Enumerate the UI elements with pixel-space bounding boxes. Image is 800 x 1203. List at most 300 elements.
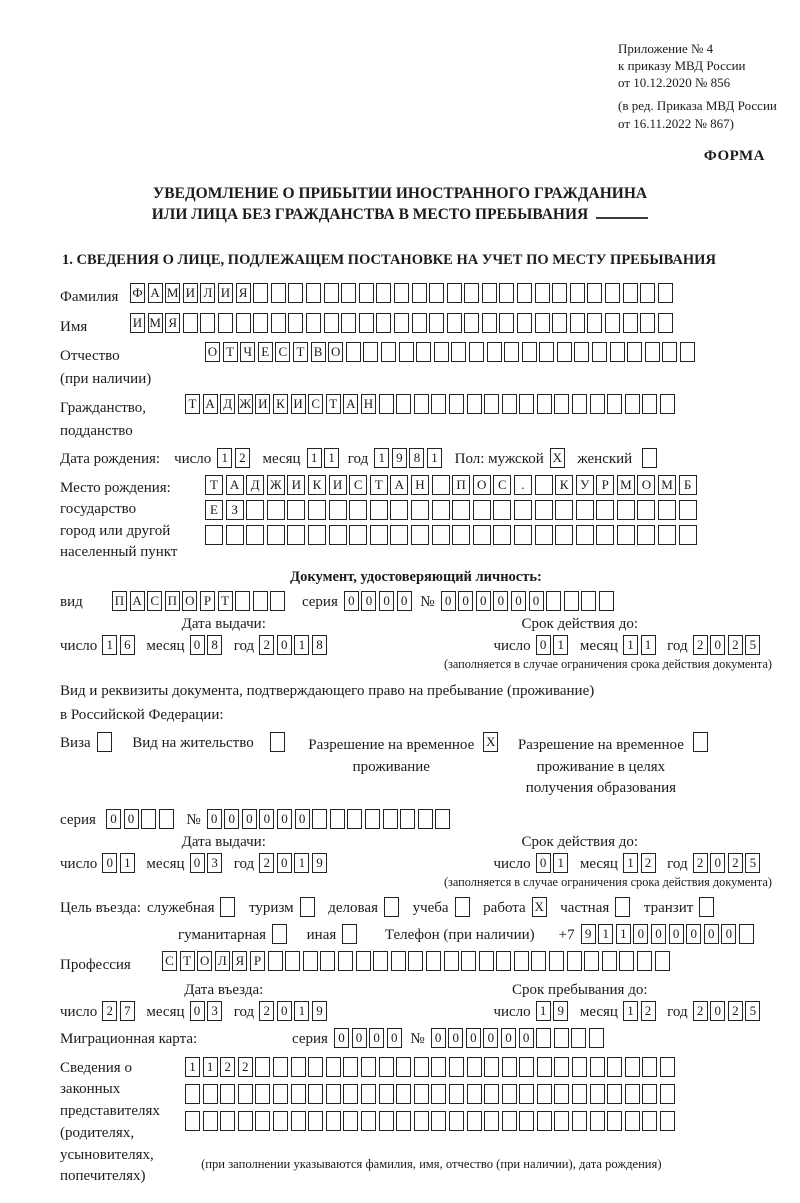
char-cell[interactable] <box>447 283 462 303</box>
char-cell[interactable] <box>235 591 250 611</box>
char-cell[interactable]: 0 <box>334 1028 349 1048</box>
char-cell[interactable]: С <box>349 475 367 495</box>
char-cell[interactable]: Ч <box>240 342 255 362</box>
char-cell[interactable] <box>680 342 695 362</box>
char-cell[interactable] <box>554 1057 569 1077</box>
char-cell[interactable] <box>519 1084 534 1104</box>
char-cell[interactable]: 2 <box>728 853 743 873</box>
char-cell[interactable]: К <box>555 475 573 495</box>
char-cell[interactable] <box>271 313 286 333</box>
char-cell[interactable]: М <box>165 283 180 303</box>
char-cell[interactable] <box>589 1028 604 1048</box>
char-cell[interactable] <box>449 1111 464 1131</box>
char-cell[interactable] <box>343 1084 358 1104</box>
char-cell[interactable]: 5 <box>745 853 760 873</box>
char-cell[interactable]: 1 <box>324 448 339 468</box>
char-cell[interactable]: 1 <box>294 635 309 655</box>
char-cell[interactable] <box>590 1057 605 1077</box>
char-cell[interactable]: Ж <box>238 394 253 414</box>
char-cell[interactable]: 0 <box>493 591 508 611</box>
char-cell[interactable]: 0 <box>352 1028 367 1048</box>
char-cell[interactable] <box>537 1057 552 1077</box>
char-cell[interactable] <box>590 394 605 414</box>
char-cell[interactable] <box>411 500 429 520</box>
char-cell[interactable] <box>619 951 634 971</box>
char-cell[interactable]: 0 <box>721 924 736 944</box>
char-cell[interactable] <box>429 283 444 303</box>
char-cell[interactable] <box>390 500 408 520</box>
char-cell[interactable] <box>607 1084 622 1104</box>
char-cell[interactable] <box>381 342 396 362</box>
char-cell[interactable] <box>607 394 622 414</box>
char-cell[interactable] <box>396 394 411 414</box>
char-cell[interactable] <box>537 1111 552 1131</box>
char-cell[interactable] <box>343 1111 358 1131</box>
char-cell[interactable]: X <box>550 448 565 468</box>
char-cell[interactable]: О <box>637 475 655 495</box>
char-cell[interactable] <box>341 283 356 303</box>
char-cell[interactable]: С <box>308 394 323 414</box>
char-cell[interactable] <box>464 283 479 303</box>
char-cell[interactable] <box>615 897 630 917</box>
char-cell[interactable]: Я <box>236 283 251 303</box>
char-cell[interactable]: 0 <box>242 809 257 829</box>
char-cell[interactable] <box>519 394 534 414</box>
char-cell[interactable] <box>399 342 414 362</box>
char-cell[interactable] <box>535 475 553 495</box>
char-cell[interactable]: О <box>182 591 197 611</box>
char-cell[interactable] <box>370 525 388 545</box>
char-cell[interactable]: 1 <box>616 924 631 944</box>
char-cell[interactable]: О <box>473 475 491 495</box>
char-cell[interactable] <box>391 951 406 971</box>
char-cell[interactable] <box>625 1084 640 1104</box>
char-cell[interactable] <box>370 500 388 520</box>
char-cell[interactable] <box>572 394 587 414</box>
char-cell[interactable] <box>185 1111 200 1131</box>
char-cell[interactable]: И <box>130 313 145 333</box>
char-cell[interactable]: 2 <box>693 635 708 655</box>
char-cell[interactable] <box>452 500 470 520</box>
char-cell[interactable] <box>546 591 561 611</box>
char-cell[interactable]: 0 <box>295 809 310 829</box>
char-cell[interactable]: 0 <box>669 924 684 944</box>
char-cell[interactable]: 1 <box>102 635 117 655</box>
char-cell[interactable]: 2 <box>641 853 656 873</box>
char-cell[interactable] <box>373 951 388 971</box>
char-cell[interactable]: 0 <box>710 853 725 873</box>
char-cell[interactable] <box>552 283 567 303</box>
char-cell[interactable] <box>572 1084 587 1104</box>
char-cell[interactable] <box>554 394 569 414</box>
char-cell[interactable]: А <box>148 283 163 303</box>
char-cell[interactable] <box>469 342 484 362</box>
char-cell[interactable] <box>581 591 596 611</box>
char-cell[interactable]: Р <box>596 475 614 495</box>
char-cell[interactable]: Т <box>218 591 233 611</box>
char-cell[interactable] <box>637 951 652 971</box>
char-cell[interactable] <box>625 394 640 414</box>
char-cell[interactable] <box>255 1111 270 1131</box>
char-cell[interactable] <box>679 525 697 545</box>
char-cell[interactable] <box>535 525 553 545</box>
char-cell[interactable] <box>557 342 572 362</box>
char-cell[interactable]: 0 <box>651 924 666 944</box>
char-cell[interactable] <box>359 283 374 303</box>
char-cell[interactable]: 0 <box>379 591 394 611</box>
char-cell[interactable]: 0 <box>207 809 222 829</box>
char-cell[interactable] <box>484 394 499 414</box>
char-cell[interactable]: 8 <box>409 448 424 468</box>
char-cell[interactable]: С <box>275 342 290 362</box>
char-cell[interactable] <box>605 283 620 303</box>
char-cell[interactable]: 0 <box>277 635 292 655</box>
char-cell[interactable]: 2 <box>259 635 274 655</box>
char-cell[interactable]: 1 <box>553 635 568 655</box>
char-cell[interactable] <box>660 1084 675 1104</box>
char-cell[interactable] <box>502 1111 517 1131</box>
char-cell[interactable]: О <box>328 342 343 362</box>
char-cell[interactable]: 0 <box>431 1028 446 1048</box>
char-cell[interactable]: 8 <box>207 635 222 655</box>
char-cell[interactable]: А <box>226 475 244 495</box>
char-cell[interactable] <box>414 1111 429 1131</box>
char-cell[interactable]: Н <box>361 394 376 414</box>
char-cell[interactable] <box>343 1057 358 1077</box>
char-cell[interactable] <box>590 1111 605 1131</box>
char-cell[interactable] <box>517 283 532 303</box>
char-cell[interactable] <box>414 394 429 414</box>
char-cell[interactable]: 1 <box>623 1001 638 1021</box>
char-cell[interactable] <box>288 283 303 303</box>
char-cell[interactable]: Т <box>370 475 388 495</box>
char-cell[interactable] <box>484 1084 499 1104</box>
char-cell[interactable]: 0 <box>190 635 205 655</box>
char-cell[interactable] <box>255 1084 270 1104</box>
char-cell[interactable] <box>287 525 305 545</box>
char-cell[interactable]: С <box>493 475 511 495</box>
char-cell[interactable] <box>537 1084 552 1104</box>
char-cell[interactable]: 8 <box>312 635 327 655</box>
char-cell[interactable]: 3 <box>207 853 222 873</box>
char-cell[interactable] <box>499 313 514 333</box>
char-cell[interactable]: 2 <box>693 1001 708 1021</box>
char-cell[interactable] <box>555 525 573 545</box>
char-cell[interactable] <box>455 897 470 917</box>
char-cell[interactable] <box>326 1084 341 1104</box>
char-cell[interactable]: 0 <box>476 591 491 611</box>
char-cell[interactable] <box>554 1084 569 1104</box>
char-cell[interactable] <box>576 500 594 520</box>
char-cell[interactable] <box>330 809 345 829</box>
char-cell[interactable]: 2 <box>728 1001 743 1021</box>
char-cell[interactable] <box>599 591 614 611</box>
char-cell[interactable]: 0 <box>369 1028 384 1048</box>
char-cell[interactable]: Н <box>411 475 429 495</box>
char-cell[interactable] <box>607 1057 622 1077</box>
char-cell[interactable] <box>596 525 614 545</box>
char-cell[interactable]: К <box>273 394 288 414</box>
char-cell[interactable]: 0 <box>387 1028 402 1048</box>
char-cell[interactable] <box>536 1028 551 1048</box>
char-cell[interactable] <box>473 500 491 520</box>
char-cell[interactable] <box>342 924 357 944</box>
char-cell[interactable] <box>567 951 582 971</box>
char-cell[interactable] <box>253 313 268 333</box>
char-cell[interactable] <box>679 500 697 520</box>
char-cell[interactable]: 0 <box>124 809 139 829</box>
char-cell[interactable] <box>394 313 409 333</box>
char-cell[interactable] <box>584 951 599 971</box>
char-cell[interactable]: 1 <box>307 448 322 468</box>
char-cell[interactable] <box>220 1111 235 1131</box>
char-cell[interactable]: 2 <box>220 1057 235 1077</box>
char-cell[interactable] <box>431 1084 446 1104</box>
char-cell[interactable] <box>645 342 660 362</box>
char-cell[interactable]: Ф <box>130 283 145 303</box>
char-cell[interactable]: 0 <box>686 924 701 944</box>
char-cell[interactable] <box>432 500 450 520</box>
char-cell[interactable] <box>363 342 378 362</box>
char-cell[interactable]: М <box>658 475 676 495</box>
char-cell[interactable] <box>642 1084 657 1104</box>
char-cell[interactable]: 9 <box>581 924 596 944</box>
char-cell[interactable] <box>587 313 602 333</box>
char-cell[interactable]: 0 <box>710 635 725 655</box>
char-cell[interactable] <box>502 1057 517 1077</box>
char-cell[interactable]: 1 <box>623 853 638 873</box>
char-cell[interactable]: 5 <box>745 1001 760 1021</box>
char-cell[interactable]: 6 <box>120 635 135 655</box>
char-cell[interactable] <box>326 1111 341 1131</box>
char-cell[interactable] <box>662 342 677 362</box>
char-cell[interactable]: 9 <box>553 1001 568 1021</box>
char-cell[interactable] <box>379 1111 394 1131</box>
char-cell[interactable] <box>203 1084 218 1104</box>
char-cell[interactable] <box>574 342 589 362</box>
char-cell[interactable] <box>431 1057 446 1077</box>
char-cell[interactable] <box>365 809 380 829</box>
char-cell[interactable] <box>531 951 546 971</box>
char-cell[interactable]: 2 <box>259 853 274 873</box>
char-cell[interactable] <box>287 500 305 520</box>
char-cell[interactable] <box>203 1111 218 1131</box>
char-cell[interactable]: 0 <box>190 853 205 873</box>
char-cell[interactable]: 1 <box>120 853 135 873</box>
char-cell[interactable]: Т <box>293 342 308 362</box>
char-cell[interactable] <box>514 500 532 520</box>
char-cell[interactable] <box>625 1111 640 1131</box>
char-cell[interactable] <box>347 809 362 829</box>
char-cell[interactable] <box>627 342 642 362</box>
char-cell[interactable]: 0 <box>106 809 121 829</box>
char-cell[interactable] <box>539 342 554 362</box>
char-cell[interactable] <box>432 525 450 545</box>
char-cell[interactable] <box>379 1084 394 1104</box>
char-cell[interactable]: Т <box>223 342 238 362</box>
char-cell[interactable] <box>285 951 300 971</box>
char-cell[interactable] <box>572 1057 587 1077</box>
char-cell[interactable] <box>482 313 497 333</box>
char-cell[interactable]: 0 <box>448 1028 463 1048</box>
char-cell[interactable]: 9 <box>392 448 407 468</box>
char-cell[interactable] <box>359 313 374 333</box>
char-cell[interactable] <box>226 525 244 545</box>
char-cell[interactable] <box>412 313 427 333</box>
char-cell[interactable]: 0 <box>511 591 526 611</box>
char-cell[interactable] <box>467 1057 482 1077</box>
char-cell[interactable] <box>499 283 514 303</box>
char-cell[interactable]: П <box>112 591 127 611</box>
char-cell[interactable]: 0 <box>536 853 551 873</box>
char-cell[interactable] <box>236 313 251 333</box>
char-cell[interactable] <box>502 394 517 414</box>
char-cell[interactable] <box>341 313 356 333</box>
char-cell[interactable] <box>517 313 532 333</box>
char-cell[interactable] <box>514 951 529 971</box>
char-cell[interactable] <box>640 313 655 333</box>
char-cell[interactable]: 2 <box>259 1001 274 1021</box>
char-cell[interactable]: Т <box>326 394 341 414</box>
char-cell[interactable]: 1 <box>185 1057 200 1077</box>
char-cell[interactable]: 7 <box>120 1001 135 1021</box>
char-cell[interactable] <box>602 951 617 971</box>
char-cell[interactable] <box>464 313 479 333</box>
char-cell[interactable]: 2 <box>693 853 708 873</box>
char-cell[interactable] <box>97 732 112 752</box>
char-cell[interactable]: А <box>130 591 145 611</box>
char-cell[interactable]: 0 <box>361 591 376 611</box>
char-cell[interactable] <box>660 394 675 414</box>
char-cell[interactable] <box>625 1057 640 1077</box>
char-cell[interactable] <box>426 951 441 971</box>
char-cell[interactable]: К <box>308 475 326 495</box>
char-cell[interactable]: 1 <box>203 1057 218 1077</box>
char-cell[interactable] <box>273 1084 288 1104</box>
char-cell[interactable] <box>617 500 635 520</box>
char-cell[interactable] <box>658 313 673 333</box>
char-cell[interactable] <box>346 342 361 362</box>
char-cell[interactable] <box>658 500 676 520</box>
char-cell[interactable]: И <box>218 283 233 303</box>
char-cell[interactable] <box>408 951 423 971</box>
char-cell[interactable] <box>660 1111 675 1131</box>
char-cell[interactable] <box>637 525 655 545</box>
char-cell[interactable]: Л <box>200 283 215 303</box>
char-cell[interactable]: 9 <box>312 853 327 873</box>
char-cell[interactable]: 1 <box>374 448 389 468</box>
char-cell[interactable] <box>326 1057 341 1077</box>
char-cell[interactable] <box>238 1084 253 1104</box>
char-cell[interactable] <box>356 951 371 971</box>
char-cell[interactable] <box>435 809 450 829</box>
char-cell[interactable] <box>383 809 398 829</box>
char-cell[interactable]: Б <box>679 475 697 495</box>
char-cell[interactable] <box>617 525 635 545</box>
char-cell[interactable] <box>288 313 303 333</box>
char-cell[interactable] <box>270 591 285 611</box>
char-cell[interactable] <box>502 1084 517 1104</box>
char-cell[interactable] <box>361 1057 376 1077</box>
char-cell[interactable] <box>308 1111 323 1131</box>
char-cell[interactable] <box>570 313 585 333</box>
char-cell[interactable] <box>412 283 427 303</box>
char-cell[interactable] <box>739 924 754 944</box>
char-cell[interactable] <box>273 1057 288 1077</box>
char-cell[interactable]: П <box>452 475 470 495</box>
char-cell[interactable] <box>555 500 573 520</box>
char-cell[interactable] <box>451 342 466 362</box>
char-cell[interactable] <box>642 448 657 468</box>
char-cell[interactable] <box>535 313 550 333</box>
char-cell[interactable] <box>270 732 285 752</box>
char-cell[interactable]: У <box>576 475 594 495</box>
char-cell[interactable] <box>272 924 287 944</box>
char-cell[interactable] <box>519 1057 534 1077</box>
char-cell[interactable] <box>607 1111 622 1131</box>
char-cell[interactable] <box>267 525 285 545</box>
char-cell[interactable] <box>447 313 462 333</box>
char-cell[interactable] <box>291 1084 306 1104</box>
char-cell[interactable] <box>320 951 335 971</box>
char-cell[interactable] <box>484 1111 499 1131</box>
char-cell[interactable]: А <box>390 475 408 495</box>
char-cell[interactable] <box>467 394 482 414</box>
char-cell[interactable] <box>159 809 174 829</box>
char-cell[interactable] <box>552 313 567 333</box>
char-cell[interactable]: 1 <box>217 448 232 468</box>
char-cell[interactable] <box>349 500 367 520</box>
char-cell[interactable] <box>658 525 676 545</box>
char-cell[interactable] <box>482 283 497 303</box>
char-cell[interactable]: 0 <box>344 591 359 611</box>
char-cell[interactable] <box>449 1057 464 1077</box>
char-cell[interactable] <box>467 1084 482 1104</box>
char-cell[interactable]: 0 <box>519 1028 534 1048</box>
char-cell[interactable] <box>537 394 552 414</box>
char-cell[interactable]: X <box>532 897 547 917</box>
char-cell[interactable] <box>303 951 318 971</box>
char-cell[interactable] <box>308 1057 323 1077</box>
char-cell[interactable]: Т <box>180 951 195 971</box>
char-cell[interactable]: 1 <box>294 853 309 873</box>
char-cell[interactable]: . <box>514 475 532 495</box>
char-cell[interactable] <box>640 283 655 303</box>
char-cell[interactable]: X <box>483 732 498 752</box>
char-cell[interactable] <box>535 500 553 520</box>
char-cell[interactable]: Д <box>220 394 235 414</box>
char-cell[interactable]: 0 <box>441 591 456 611</box>
char-cell[interactable]: Я <box>165 313 180 333</box>
char-cell[interactable]: 1 <box>294 1001 309 1021</box>
char-cell[interactable] <box>570 283 585 303</box>
char-cell[interactable]: 2 <box>102 1001 117 1021</box>
char-cell[interactable]: Т <box>185 394 200 414</box>
char-cell[interactable] <box>291 1057 306 1077</box>
char-cell[interactable]: И <box>255 394 270 414</box>
char-cell[interactable]: 0 <box>277 1001 292 1021</box>
char-cell[interactable] <box>418 809 433 829</box>
char-cell[interactable] <box>396 1084 411 1104</box>
char-cell[interactable] <box>658 283 673 303</box>
char-cell[interactable] <box>554 1111 569 1131</box>
char-cell[interactable] <box>384 897 399 917</box>
char-cell[interactable] <box>220 1084 235 1104</box>
char-cell[interactable]: 1 <box>427 448 442 468</box>
char-cell[interactable] <box>519 1111 534 1131</box>
char-cell[interactable]: 5 <box>745 635 760 655</box>
char-cell[interactable]: И <box>291 394 306 414</box>
